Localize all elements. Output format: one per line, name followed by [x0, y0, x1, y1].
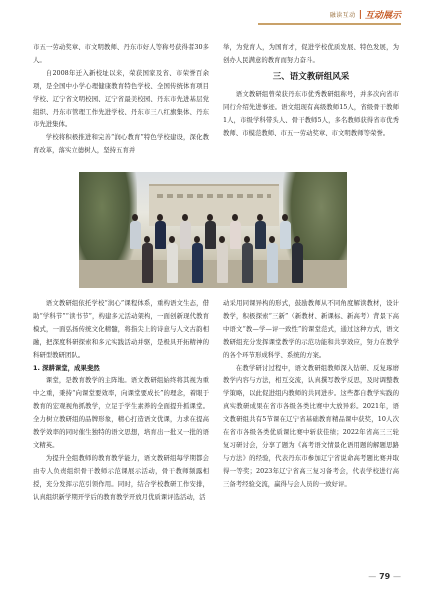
paragraph: 在教学研讨过程中，语文教研组教师深入钻研、反复琢磨教学内容与方法，相互交流，认真撰写教学反思，及时调整教学策略，以此促进组内教师的共同进步。这些都自教学实践的真实教研成果在省市各级各类比赛中大放异彩。2021年，语文教研组共有5节课在辽宁省基础教育精品课中获奖，10人次在省市各级各类优质课比赛中斩获佳绩；2022年省高三三轮复习研讨会，分享了题为《高考语文情景化语用题的解题思路与方法》的经验，代表丹东市参加辽宁省说命高考题比赛并取得一等奖；2023年辽宁省高三复习备考会，代表学校进行高三备考经验交流，赢得与会人员的一致好评。 [223, 363, 399, 488]
paragraph: 语文教研组依托学校“润心”课程体系，重构语文生态，借助“学科节”“读书节”，构建多元活动架构，一面创新现代教育模式，一面弘扬传统文化精髓，将指尖上的诗意与人文古韵相融，把深度科研探索和多元实践活动并驱，是极具开拓精神的科研型教研团队。 [33, 299, 209, 359]
person-figure [166, 236, 178, 283]
person-head [157, 214, 163, 221]
person-figure [141, 236, 153, 283]
header-label: 融读互动 [329, 12, 356, 19]
person-head [132, 214, 138, 221]
person-figure [279, 214, 291, 249]
person-body [255, 221, 266, 249]
person-body [167, 243, 178, 283]
person-body [230, 221, 241, 249]
person-figure [241, 236, 253, 283]
person-body [217, 243, 228, 283]
footer-dash-right: — [393, 572, 401, 581]
person-figure [291, 236, 303, 283]
section-title: 三、语文教研组风采 [272, 71, 350, 82]
header-title: 互动展示 [364, 11, 401, 21]
person-figure [266, 236, 278, 283]
page-footer [368, 572, 401, 581]
person-head [294, 236, 300, 243]
person-body [267, 243, 278, 283]
person-figure [254, 214, 266, 249]
right-column-top [223, 41, 399, 139]
person-body [192, 243, 203, 283]
person-head [269, 236, 275, 243]
person-body [155, 221, 166, 249]
person-figure [204, 214, 216, 249]
person-head [144, 236, 150, 243]
person-body [142, 243, 153, 283]
right-column-bottom [223, 297, 399, 491]
left-column-top [33, 41, 209, 157]
page-number: 79 [379, 572, 391, 581]
person-body [180, 221, 191, 249]
footer-dash-left: — [368, 572, 377, 581]
paragraph: 为提升全组教师的教育教学能力，语文教研组每学期都会由专人负责组织骨干教师示范课展示活动，骨干教师频露相授，充分发挥示范引领作用。同时，结合学校教研工作安排，认真组织新学期开学后的教育教学开放月优质课评选活动，活 [33, 453, 209, 501]
person-head [219, 236, 225, 243]
person-body [242, 243, 253, 283]
person-head [282, 214, 288, 221]
paragraph: 自2008年迁入新校址以来，荣获国家及省、市荣誉百余项，是全国中小学心理健康教育特色学校、全国传统体育项目学校、辽宁省文明校园、辽宁省最美校园、丹东市先进基层党组织、丹东市管理工作先进学校、丹东市三八红旗集体、丹东市先进集体。 [33, 68, 209, 129]
paragraph: 学校将积极推进和完善“润心教育”特色学校建设，深化教育改革，落实立德树人，坚持五育并 [33, 133, 209, 155]
people-group [121, 210, 307, 288]
person-body [280, 221, 291, 249]
subheading: 1. 深耕课堂，成果斐然 [33, 363, 100, 372]
person-figure [216, 236, 228, 283]
person-head [232, 214, 238, 221]
left-column-bottom [33, 297, 209, 504]
person-head [207, 214, 213, 221]
page-header [330, 8, 401, 21]
person-body [292, 243, 303, 283]
person-figure [179, 214, 191, 249]
header-rule [258, 23, 401, 25]
person-head [169, 236, 175, 243]
person-figure [191, 236, 203, 283]
group-photo [79, 172, 347, 288]
paragraph: 举，为党育人，为国育才，促进学校优质发展、特色发展，为创办人民满意的教育而努力奋斗。 [223, 43, 399, 64]
person-body [130, 221, 141, 249]
paragraph: 市五一劳动奖章、市文明教师、丹东市好人等称号获得者30多人。 [33, 43, 209, 64]
person-head [244, 236, 250, 243]
person-body [205, 221, 216, 249]
paragraph: 课堂，是教育教学的主阵地。语文教研组始终将其视为重中之重，秉持“向课堂要效率，向课堂要成长”的理念，着眼于教育的宏观视角抓教学，立足于学生素养的全面提升抓课堂。全力树立教研组的品牌形象，精心打造语文优课，力求在提高教学效率的同时催生独特的语文思想，培育出一批又一批的语文精英。 [33, 376, 209, 449]
person-figure [154, 214, 166, 249]
person-head [182, 214, 188, 221]
person-figure [229, 214, 241, 249]
person-figure [129, 214, 141, 249]
person-head [257, 214, 263, 221]
paragraph: 动采用同课异构的形式，鼓励教师从不同角度解读教材，设计教学，积极探索“三新”（新教材、新课标、新高考）背景下高中语文“教—学—评一致性”的课堂范式，通过这种方式，语文教研组充分发挥课堂教学的示范功能和共享效应，努力在教学的各个环节形成科学、系统的方案。 [223, 299, 399, 359]
person-head [194, 236, 200, 243]
paragraph: 语文教研组曾荣获丹东市优秀教研组称号，并多次向省市同行介绍先进事迹。语文组现有高级教师15人，省级骨干教师1人，市级学科带头人、骨干教师5人，多名教师获得省市优秀教师、市模范教师、市五一劳动奖章、市文明教师等荣誉。 [223, 89, 399, 137]
header-divider: | [358, 9, 362, 20]
